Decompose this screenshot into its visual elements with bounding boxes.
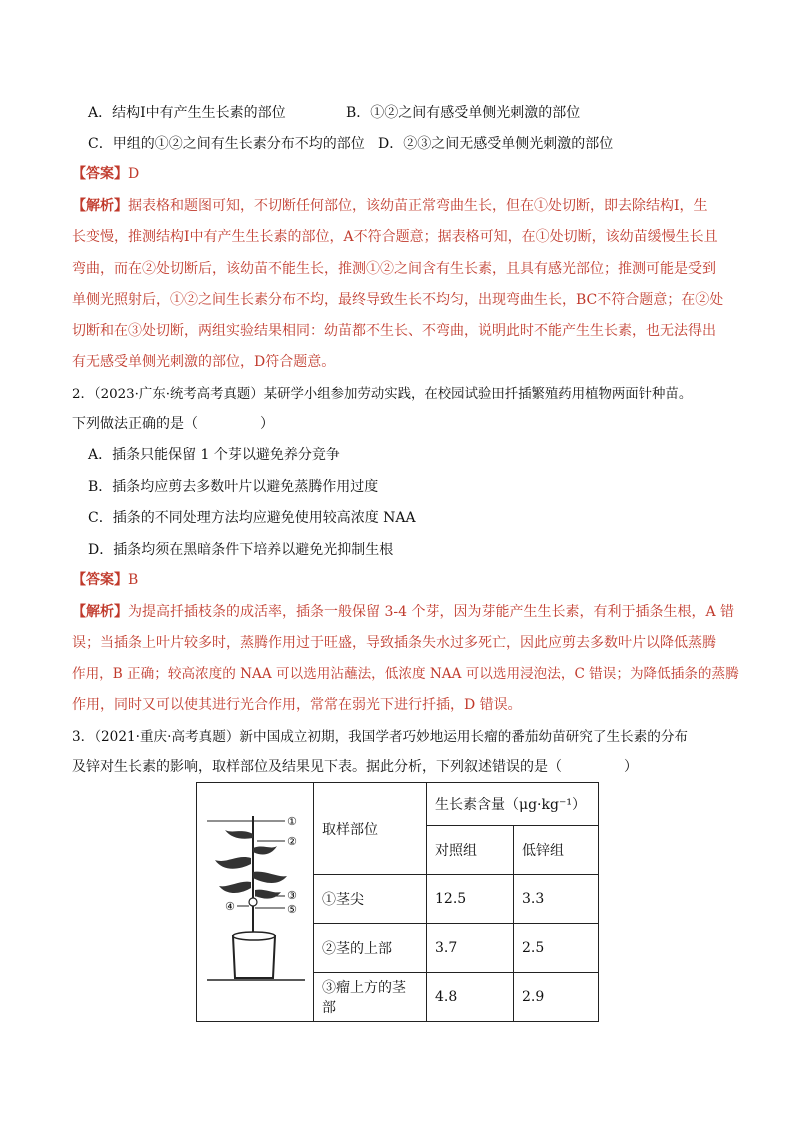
table-header-low-zinc: 低锌组 — [514, 826, 599, 875]
table-header-control: 对照组 — [427, 826, 514, 875]
figure-label: ② — [287, 835, 297, 848]
q2-stem-close: ） — [260, 416, 274, 432]
table-cell: ②茎的上部 — [314, 924, 427, 973]
figure-label: ① — [287, 815, 297, 828]
q3-stem-close: ） — [624, 759, 638, 775]
q1-analysis-line: 有无感受单侧光刺激的部位，D符合题意。 — [72, 354, 336, 370]
q1-option-d: D．②③之间无感受单侧光刺激的部位 — [378, 136, 614, 152]
answer-value: D — [128, 166, 140, 182]
table-cell: 3.3 — [514, 875, 599, 924]
analysis-text: 据表格和题图可知，不切断任何部位，该幼苗正常弯曲生长，但在①处切断，即去除结构Ⅰ，生 — [128, 198, 708, 214]
q1-analysis-line: 单侧光照射后，①②之间生长素分布不均，最终导致生长不均匀，出现弯曲生长，BC不符合题意；在②处 — [72, 292, 724, 308]
table-cell: 3.7 — [427, 924, 514, 973]
answer-tag: 【答案】 — [72, 166, 128, 182]
figure-label: ③ — [287, 889, 297, 902]
q1-option-a: A．结构Ⅰ中有产生生长素的部位 — [88, 105, 286, 121]
q1-analysis-line: 长变慢，推测结构Ⅰ中有产生生长素的部位，A不符合题意；据表格可知，在①处切断，该幼苗缓慢生长且 — [72, 229, 718, 245]
q2-option-a: A．插条只能保留 1 个芽以避免养分竞争 — [88, 447, 340, 463]
q1-analysis-line: 弯曲，而在②处切断后，该幼苗不能生长，推测①②之间含有生长素，且具有感光部位；推测可能是受到 — [72, 261, 716, 277]
q3-stem-line2 — [72, 756, 638, 778]
q2-analysis-line: 作用，B 正确；较高浓度的 NAA 可以选用沾蘸法，低浓度 NAA 可以选用浸泡法，C 错误；为降低插条的蒸腾 — [72, 666, 739, 682]
q2-option-d: D．插条均须在黑暗条件下培养以避免光抑制生根 — [88, 542, 394, 558]
table-cell: 4.8 — [427, 973, 514, 1022]
q3-stem-text: 及锌对生长素的影响，取样部位及结果见下表。据此分析，下列叙述错误的是（ — [72, 759, 562, 775]
q3-stem: 3．（2021·重庆·高考真题）新中国成立初期，我国学者巧妙地运用长瘤的番茄幼苗研究了生长素的分布 — [72, 729, 689, 745]
q1-analysis-line — [72, 195, 708, 217]
table-cell: ③瘤上方的茎部 — [314, 973, 427, 1022]
q2-option-c: C．插条的不同处理方法均应避免使用较高浓度 NAA — [88, 510, 416, 526]
q1-answer — [72, 163, 139, 185]
table-cell: 2.5 — [514, 924, 599, 973]
table-cell: 12.5 — [427, 875, 514, 924]
auxin-table — [196, 782, 599, 1022]
q1-option-b: B．①②之间有感受单侧光刺激的部位 — [346, 105, 581, 121]
q2-stem-line2 — [72, 413, 274, 435]
tomato-plant-icon — [197, 786, 313, 1018]
q2-stem: 2．（2023·广东·统考高考真题）某研学小组参加劳动实践，在校园试验田扦插繁殖药用植物两面针种苗。 — [72, 387, 693, 402]
q2-option-b: B．插条均应剪去多数叶片以避免蒸腾作用过度 — [88, 479, 379, 495]
q2-stem-text: 下列做法正确的是（ — [72, 416, 198, 432]
tomato-seedling-figure — [197, 783, 314, 1022]
table-cell: ①茎尖 — [314, 875, 427, 924]
q2-answer — [72, 569, 138, 591]
figure-label: ④ — [225, 900, 235, 913]
q2-analysis-line — [72, 601, 734, 623]
answer-value: B — [128, 572, 139, 588]
analysis-tag: 【解析】 — [72, 604, 128, 620]
analysis-tag: 【解析】 — [72, 198, 128, 214]
table-cell: 2.9 — [514, 973, 599, 1022]
figure-label: ⑤ — [287, 903, 297, 916]
analysis-text: 为提高扦插枝条的成活率，插条一般保留 3-4 个芽，因为芽能产生生长素，有利于插条生根，A 错 — [128, 604, 735, 620]
q1-analysis-line: 切断和在③处切断，两组实验结果相同：幼苗都不生长、不弯曲，说明此时不能产生生长素，也无法得出 — [72, 323, 716, 339]
q2-analysis-line: 误；当插条上叶片较多时，蒸腾作用过于旺盛，导致插条失水过多死亡，因此应剪去多数叶片以降低蒸腾 — [72, 635, 716, 651]
q1-option-c: C．甲组的①②之间有生长素分布不均的部位 — [88, 136, 365, 152]
q2-analysis-line: 作用，同时又可以使其进行光合作用，常常在弱光下进行扦插，D 错误。 — [72, 697, 522, 713]
answer-tag: 【答案】 — [72, 572, 128, 588]
table-header-content: 生长素含量（μg·kg⁻¹） — [427, 783, 599, 826]
table-header-position: 取样部位 — [314, 783, 427, 875]
